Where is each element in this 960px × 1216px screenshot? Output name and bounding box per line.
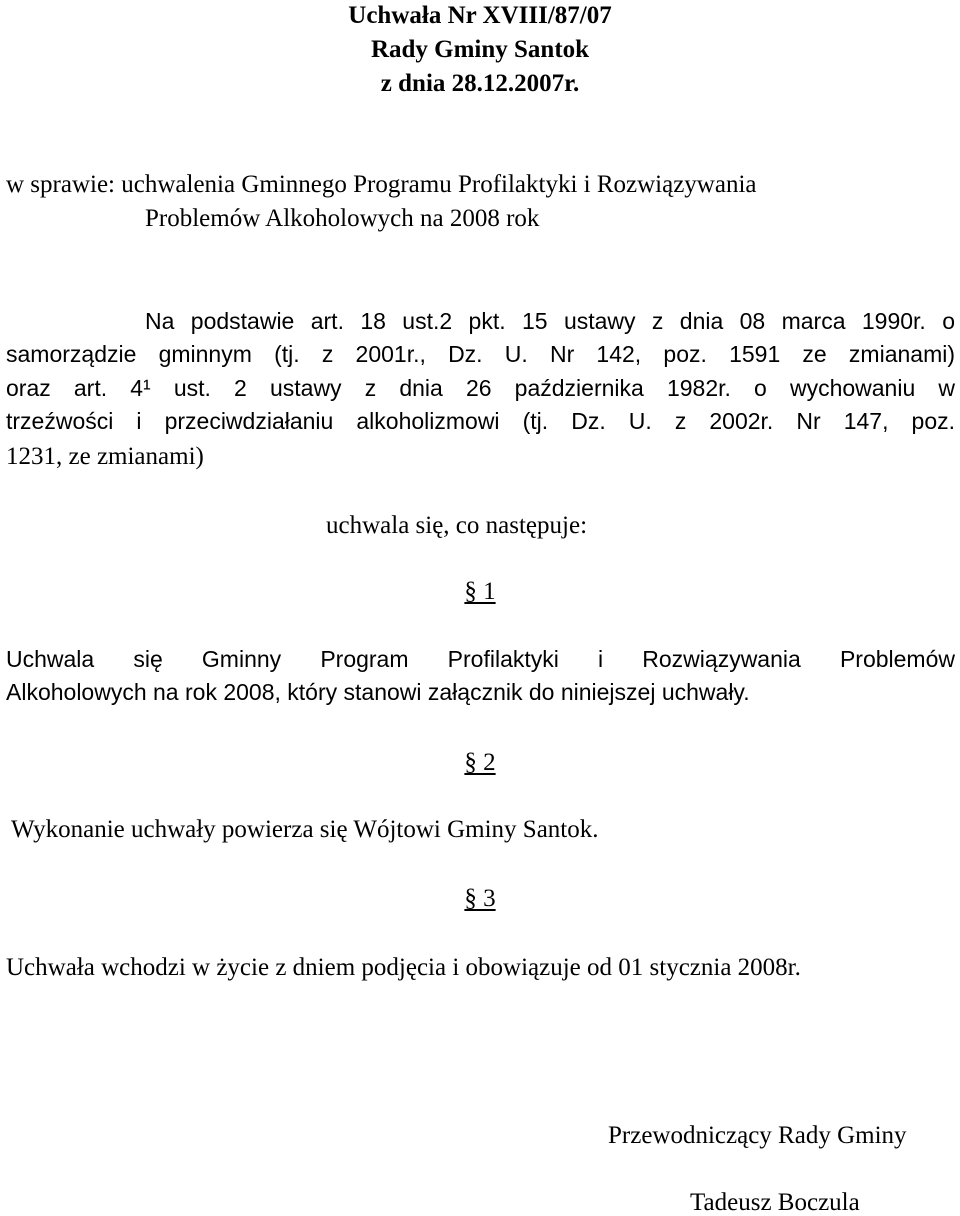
resolution-date: z dnia 28.12.2007r. <box>380 70 580 97</box>
section-3-line-1: Uchwała wchodzi w życie z dniem podjęcia i obowiązuje od 01 stycznia 2008r. <box>6 954 801 981</box>
legal-basis-line-5: 1231, ze zmianami) <box>6 443 204 470</box>
resolution-number: Uchwała Nr XVIII/87/07 <box>348 2 612 29</box>
section-1-line-2: Alkoholowych na rok 2008, który stanowi załącznik do niniejszej uchwały. <box>6 679 750 705</box>
section-2-mark: § 2 <box>464 749 496 776</box>
legal-basis-line-2: samorządzie gminnym (tj. z 2001r., Dz. U. Nr 142, poz. 1591 ze zmianami) <box>6 341 955 367</box>
section-1-line-1: Uchwala się Gminny Program Profilaktyki i Rozwiązywania Problemów <box>6 646 955 672</box>
section-1-mark: § 1 <box>464 578 496 605</box>
resolves-text: uchwala się, co następuje: <box>326 512 588 539</box>
legal-basis-line-3: oraz art. 4¹ ust. 2 ustawy z dnia 26 października 1982r. o wychowaniu w <box>6 375 955 401</box>
subject-line-2: Problemów Alkoholowych na 2008 rok <box>145 205 540 232</box>
section-3-mark: § 3 <box>464 885 496 912</box>
legal-basis-line-1: Na podstawie art. 18 ust.2 pkt. 15 ustawy z dnia 08 marca 1990r. o <box>145 308 955 334</box>
legal-basis-line-4: trzeźwości i przeciwdziałaniu alkoholizmowi (tj. Dz. U. z 2002r. Nr 147, poz. <box>6 408 955 434</box>
signature-name: Tadeusz Boczula <box>690 1189 860 1216</box>
subject-line-1: w sprawie: uchwalenia Gminnego Programu Profilaktyki i Rozwiązywania <box>6 171 757 198</box>
signature-title: Przewodniczący Rady Gminy <box>608 1122 907 1149</box>
section-2-line-1: Wykonanie uchwały powierza się Wójtowi Gminy Santok. <box>11 816 599 843</box>
council-name: Rady Gminy Santok <box>370 36 590 63</box>
